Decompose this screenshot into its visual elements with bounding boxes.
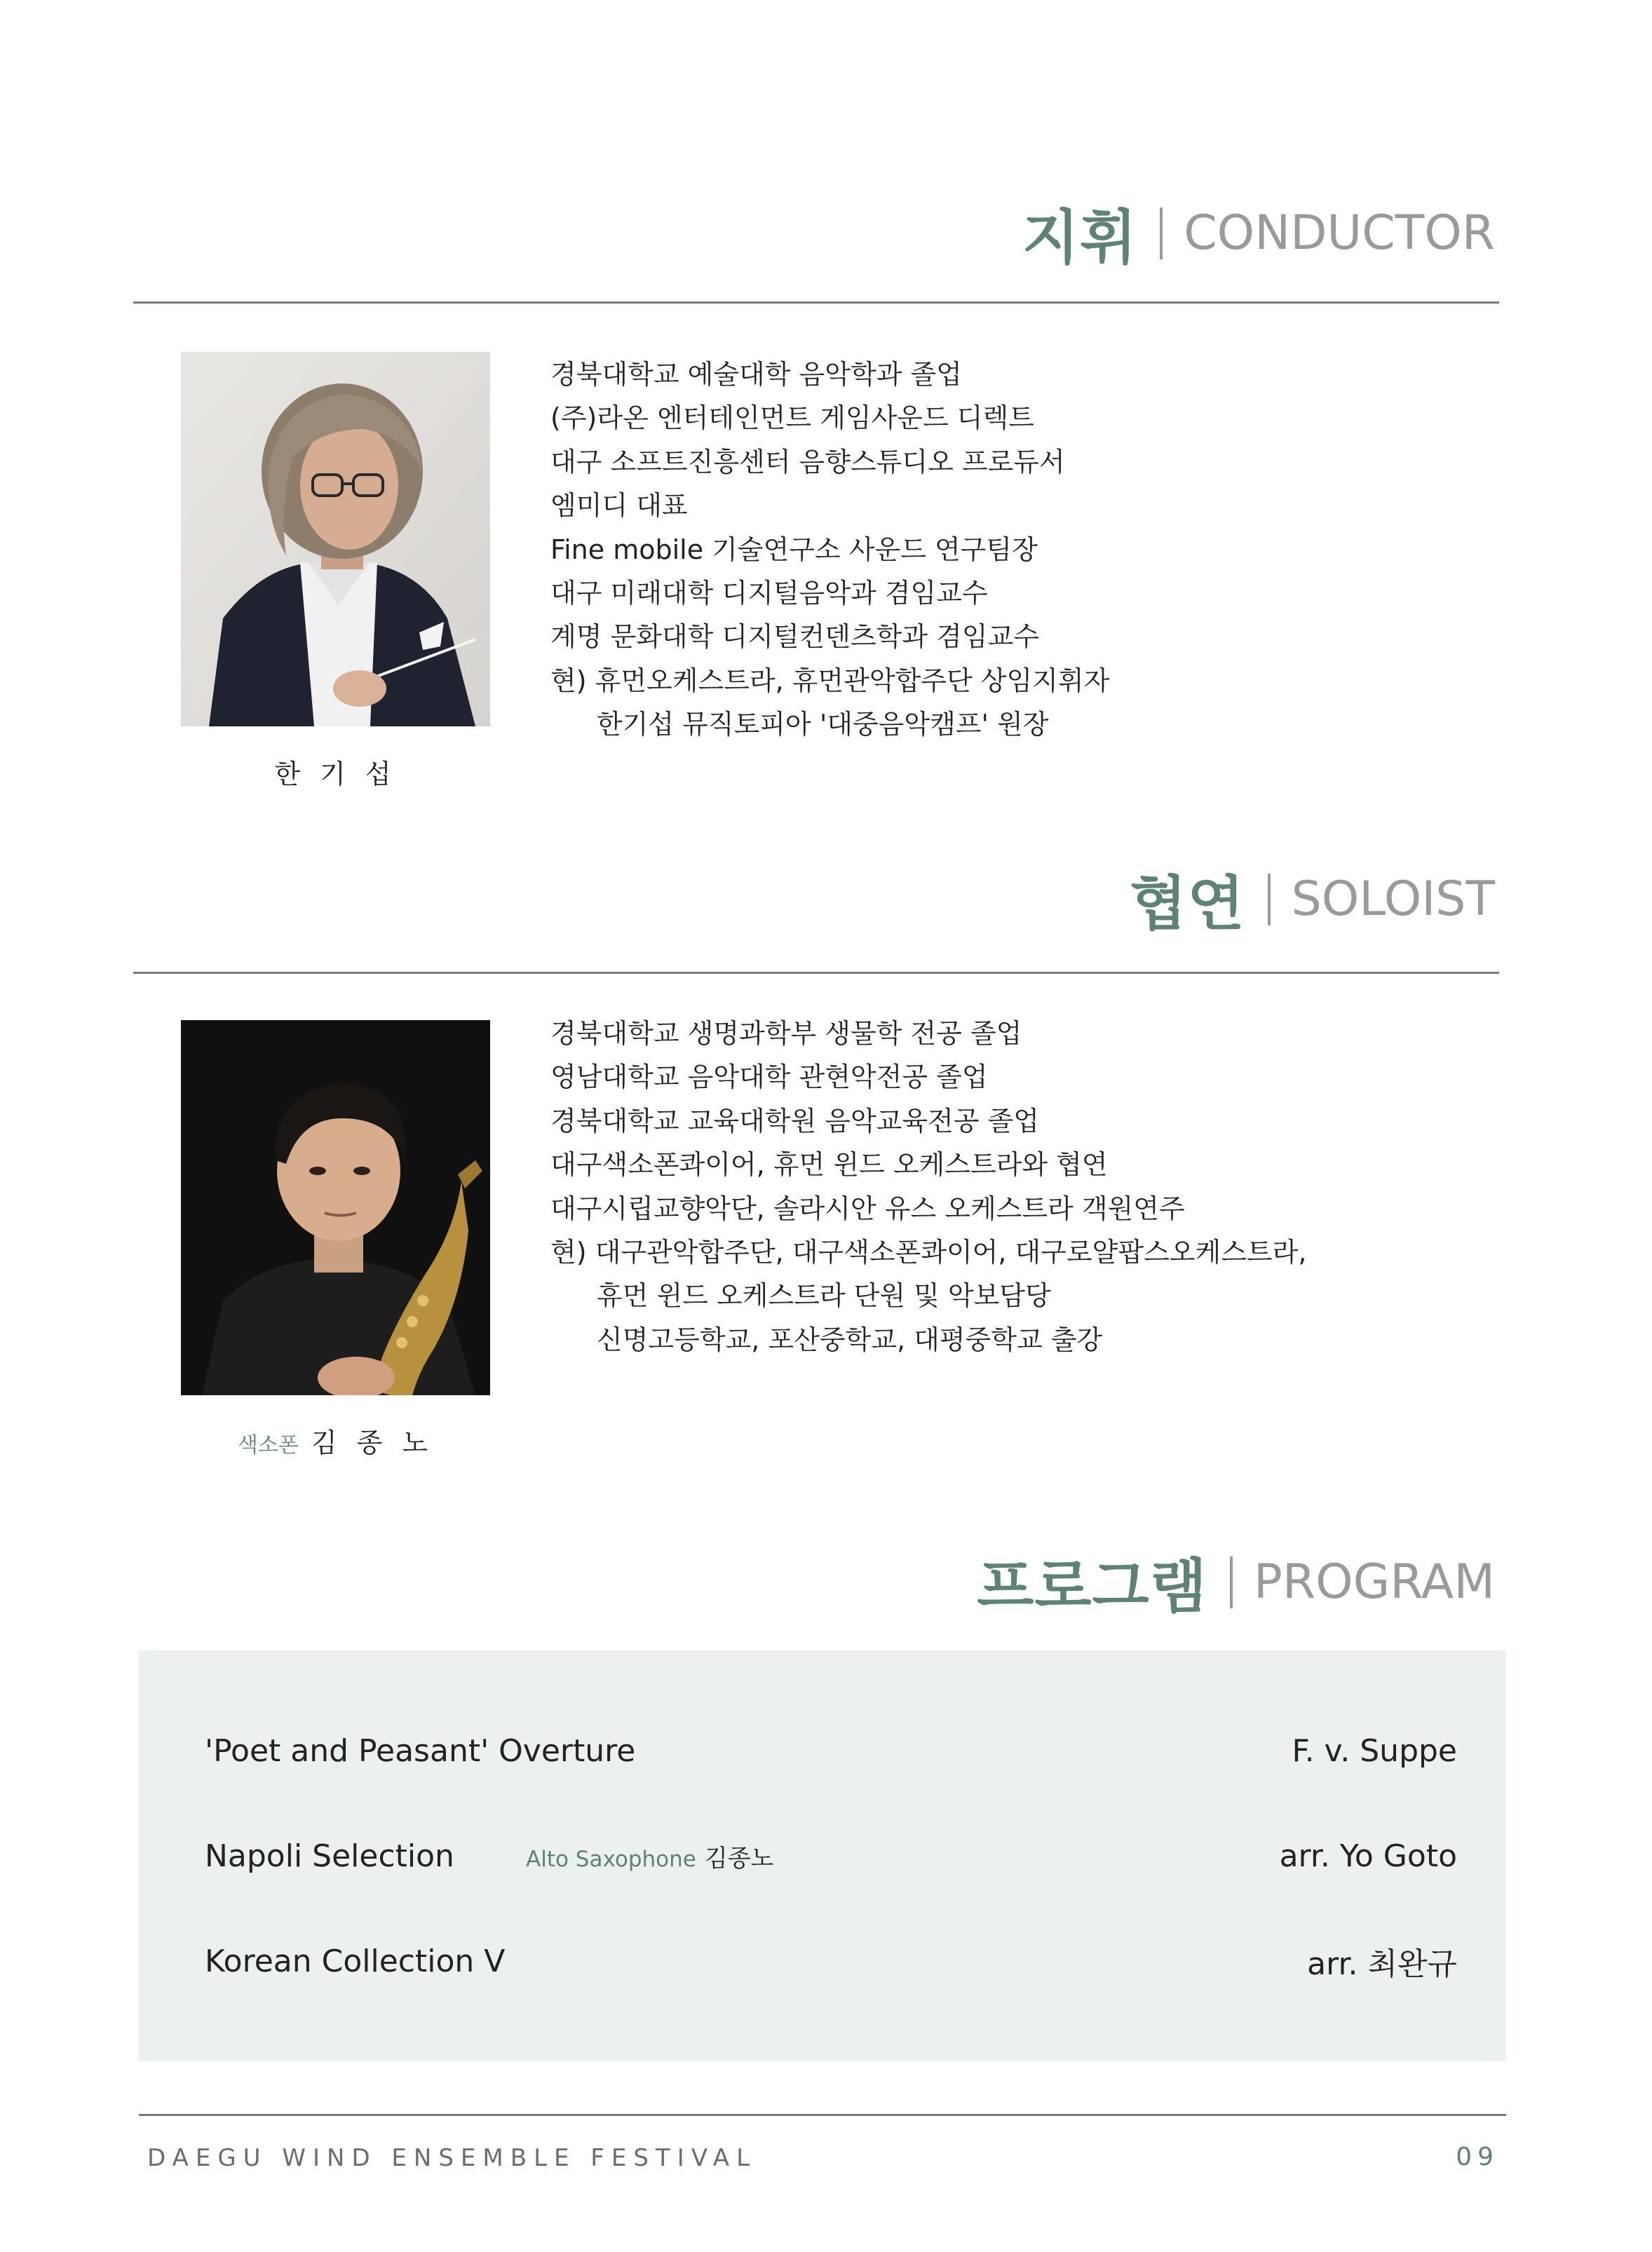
program-performer-role: Alto Saxophone — [526, 1846, 696, 1872]
bio-line: 계명 문화대학 디지털컨덴츠학과 겸임교수 — [550, 621, 1039, 653]
program-heading-ko: 프로그램 — [977, 1552, 1207, 1621]
bio-line: (주)라온 엔터테인먼트 게임사운드 디렉트 — [550, 402, 1034, 434]
bio-line: 경북대학교 생명과학부 생물학 전공 졸업 — [550, 1018, 1022, 1049]
footer-divider — [139, 2114, 1506, 2116]
conductor-photo — [181, 352, 490, 726]
program-performer-name: 김종노 — [704, 1844, 774, 1873]
program-heading-en: PROGRAM — [1253, 1554, 1495, 1610]
program-title: Korean Collection V — [205, 1943, 506, 1979]
program-composer: arr. 최완규 — [1307, 1946, 1457, 1982]
bio-line: 한기섭 뮤직토피아 '대중음악캠프' 원장 — [597, 709, 1049, 740]
bio-line: 현) 휴먼오케스트라, 휴먼관악합주단 상임지휘자 — [550, 665, 1110, 696]
bio-line: 대구색소폰콰이어, 휴먼 윈드 오케스트라와 협연 — [550, 1149, 1108, 1181]
soloist-heading-ko: 협연 — [1130, 869, 1245, 938]
soloist-name: 김 종 노 — [311, 1427, 434, 1458]
soloist-bio — [550, 1012, 1306, 1362]
program-list — [139, 1650, 1506, 2061]
bio-line: 경북대학교 예술대학 음악학과 졸업 — [550, 359, 962, 390]
program-item — [205, 1726, 1457, 1775]
bio-line: 엠미디 대표 — [550, 490, 688, 522]
soloist-divider — [133, 972, 1499, 974]
soloist-heading — [1130, 857, 1495, 942]
conductor-heading — [1022, 191, 1495, 276]
soloist-heading-en: SOLOIST — [1291, 871, 1495, 927]
program-composer: F. v. Suppe — [1292, 1732, 1457, 1769]
heading-separator — [1230, 1556, 1233, 1608]
bio-line: 대구 소프트진흥센터 음향스튜디오 프로듀서 — [550, 446, 1065, 477]
soloist-role: 색소폰 — [237, 1433, 299, 1458]
footer-title: DAEGU WIND ENSEMBLE FESTIVAL — [147, 2144, 757, 2172]
heading-separator — [1268, 874, 1271, 925]
bio-line: 휴먼 윈드 오케스트라 단원 및 악보담당 — [597, 1280, 1051, 1312]
program-title: Napoli Selection — [205, 1838, 454, 1874]
conductor-bio — [550, 353, 1109, 747]
conductor-heading-en: CONDUCTOR — [1184, 205, 1495, 261]
page-number: 09 — [1456, 2143, 1499, 2171]
program-item — [205, 1831, 1457, 1880]
conductor-divider — [133, 301, 1499, 304]
program-item — [205, 1936, 1457, 1986]
soloist-caption — [181, 1421, 490, 1460]
bio-line: 신명고등학교, 포산중학교, 대평중학교 출강 — [597, 1324, 1103, 1355]
bio-line: 영남대학교 음악대학 관현악전공 졸업 — [550, 1061, 988, 1093]
bio-line: 대구시립교향악단, 솔라시안 유스 오케스트라 객원연주 — [550, 1193, 1185, 1224]
program-composer: arr. Yo Goto — [1279, 1838, 1457, 1874]
soloist-photo — [181, 1020, 490, 1395]
bio-line: Fine mobile 기술연구소 사운드 연구팀장 — [550, 534, 1038, 565]
program-title: 'Poet and Peasant' Overture — [205, 1732, 636, 1769]
conductor-heading-ko: 지휘 — [1022, 203, 1138, 272]
program-heading — [977, 1540, 1495, 1624]
bio-line: 현) 대구관악합주단, 대구색소폰콰이어, 대구로얄팝스오케스트라, — [550, 1237, 1307, 1268]
conductor-name: 한 기 섭 — [274, 759, 397, 789]
bio-line: 대구 미래대학 디지털음악과 겸임교수 — [550, 578, 988, 609]
heading-separator — [1160, 208, 1163, 259]
bio-line: 경북대학교 교육대학원 음악교육전공 졸업 — [550, 1105, 1039, 1137]
